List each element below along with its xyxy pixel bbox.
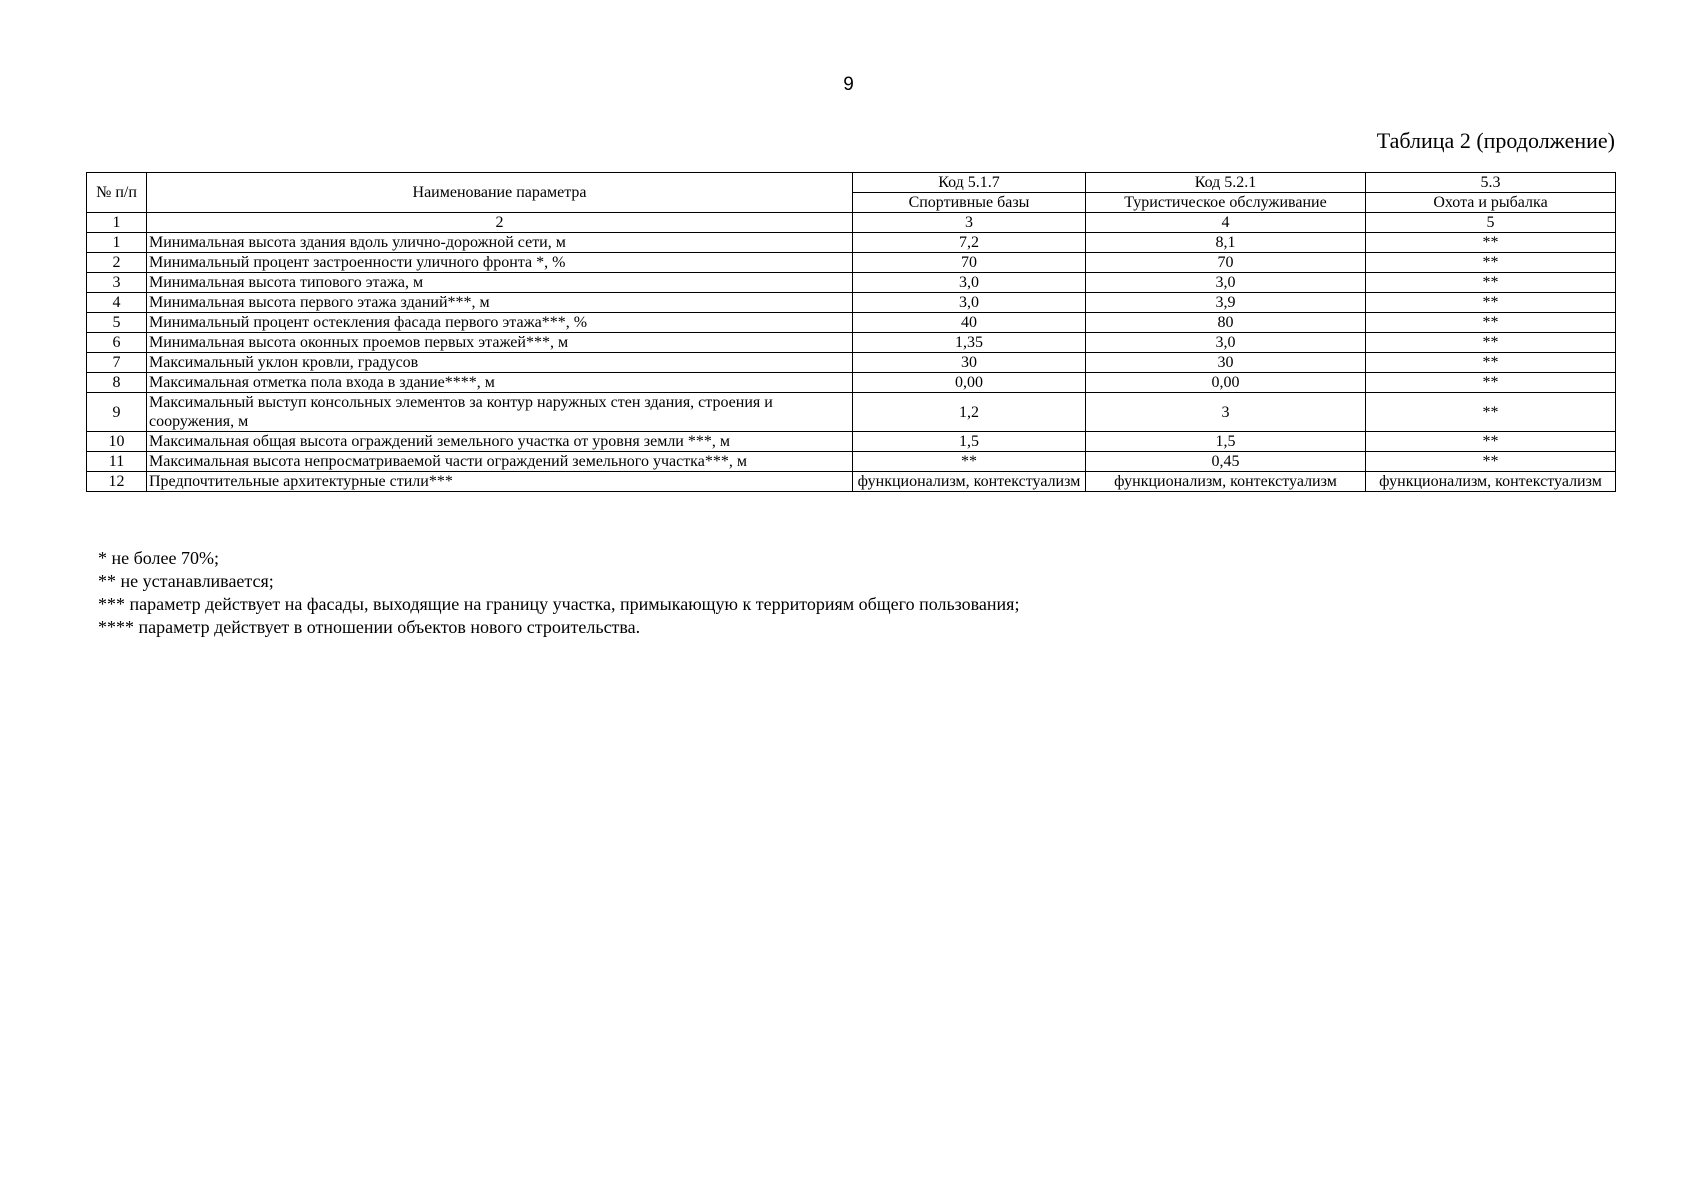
- footnote: **** параметр действует в отношении объектов нового строительства.: [98, 617, 641, 637]
- table-row: [87, 233, 1616, 253]
- row-value: **: [1366, 233, 1616, 253]
- row-value: **: [1366, 273, 1616, 293]
- table-row: [87, 253, 1616, 273]
- col-number: 1: [87, 213, 147, 233]
- col-number: 4: [1086, 213, 1366, 233]
- footnote: ** не устанавливается;: [98, 571, 274, 591]
- row-value: 70: [1086, 253, 1366, 273]
- table-row: [87, 293, 1616, 313]
- table-caption: Таблица 2 (продолжение): [1376, 128, 1615, 153]
- row-param: Максимальная общая высота ограждений земельного участка от уровня земли ***, м: [147, 432, 853, 452]
- header-name: Туристическое обслуживание: [1086, 193, 1366, 213]
- row-param: Предпочтительные архитектурные стили***: [147, 472, 853, 492]
- page-number: 9: [843, 74, 854, 95]
- row-param: Минимальный процент остекления фасада первого этажа***, %: [147, 313, 853, 333]
- row-param: Максимальная высота непросматриваемой части ограждений земельного участка***, м: [147, 452, 853, 472]
- col-number: 5: [1366, 213, 1616, 233]
- row-value: **: [1366, 452, 1616, 472]
- row-value: 0,00: [853, 373, 1086, 393]
- table-row: [87, 452, 1616, 472]
- row-value: 30: [853, 353, 1086, 373]
- row-value: **: [1366, 393, 1616, 432]
- col-number: 2: [147, 213, 853, 233]
- row-value: функционализм, контекстуализм: [1086, 472, 1366, 492]
- row-number: 2: [87, 253, 147, 273]
- row-param: Минимальный процент застроенности уличного фронта *, %: [147, 253, 853, 273]
- row-number: 5: [87, 313, 147, 333]
- row-value: 0,00: [1086, 373, 1366, 393]
- row-value: 3,9: [1086, 293, 1366, 313]
- row-number: 8: [87, 373, 147, 393]
- row-param: Максимальный уклон кровли, градусов: [147, 353, 853, 373]
- row-value: 3,0: [853, 273, 1086, 293]
- table-row: [87, 393, 1616, 432]
- row-number: 1: [87, 233, 147, 253]
- row-value: **: [1366, 373, 1616, 393]
- row-param: Минимальная высота оконных проемов первых этажей***, м: [147, 333, 853, 353]
- header-num: № п/п: [87, 173, 147, 213]
- row-number: 10: [87, 432, 147, 452]
- row-value: функционализм, контекстуализм: [1366, 472, 1616, 492]
- table-row: [87, 432, 1616, 452]
- row-param: Максимальная отметка пола входа в здание****, м: [147, 373, 853, 393]
- row-value: **: [1366, 253, 1616, 273]
- row-value: 70: [853, 253, 1086, 273]
- row-value: **: [853, 452, 1086, 472]
- header-name: Охота и рыбалка: [1366, 193, 1616, 213]
- row-value: 30: [1086, 353, 1366, 373]
- table-row: [87, 273, 1616, 293]
- header-name: Спортивные базы: [853, 193, 1086, 213]
- table-row: [87, 313, 1616, 333]
- header-code: 5.3: [1366, 173, 1616, 193]
- table-row: [87, 472, 1616, 492]
- row-param: Минимальная высота первого этажа зданий***, м: [147, 293, 853, 313]
- row-value: **: [1366, 353, 1616, 373]
- row-value: **: [1366, 333, 1616, 353]
- row-number: 3: [87, 273, 147, 293]
- header-code: Код 5.2.1: [1086, 173, 1366, 193]
- col-number: 3: [853, 213, 1086, 233]
- table-row: [87, 373, 1616, 393]
- row-number: 7: [87, 353, 147, 373]
- row-value: 1,5: [1086, 432, 1366, 452]
- row-value: 3,0: [1086, 333, 1366, 353]
- table-row: [87, 333, 1616, 353]
- row-value: **: [1366, 293, 1616, 313]
- row-value: 1,2: [853, 393, 1086, 432]
- row-value: **: [1366, 432, 1616, 452]
- footnote: *** параметр действует на фасады, выходящие на границу участка, примыкающую к территориям общего пользования;: [98, 594, 1020, 614]
- row-value: 40: [853, 313, 1086, 333]
- row-number: 9: [87, 393, 147, 432]
- row-value: 3: [1086, 393, 1366, 432]
- footnote: * не более 70%;: [98, 548, 219, 568]
- row-value: **: [1366, 313, 1616, 333]
- row-value: 3,0: [853, 293, 1086, 313]
- parameters-table: [86, 172, 1616, 492]
- row-number: 6: [87, 333, 147, 353]
- row-value: 0,45: [1086, 452, 1366, 472]
- row-number: 4: [87, 293, 147, 313]
- row-value: 80: [1086, 313, 1366, 333]
- header-code: Код 5.1.7: [853, 173, 1086, 193]
- row-number: 12: [87, 472, 147, 492]
- row-param: Максимальный выступ консольных элементов за контур наружных стен здания, строения и сооружения, м: [147, 393, 853, 432]
- row-value: функционализм, контекстуализм: [853, 472, 1086, 492]
- table-row: [87, 353, 1616, 373]
- header-param: Наименование параметра: [147, 173, 853, 213]
- row-value: 3,0: [1086, 273, 1366, 293]
- row-value: 7,2: [853, 233, 1086, 253]
- row-param: Минимальная высота типового этажа, м: [147, 273, 853, 293]
- row-number: 11: [87, 452, 147, 472]
- row-value: 1,5: [853, 432, 1086, 452]
- row-value: 8,1: [1086, 233, 1366, 253]
- row-value: 1,35: [853, 333, 1086, 353]
- footnotes: [98, 547, 1019, 639]
- row-param: Минимальная высота здания вдоль улично-дорожной сети, м: [147, 233, 853, 253]
